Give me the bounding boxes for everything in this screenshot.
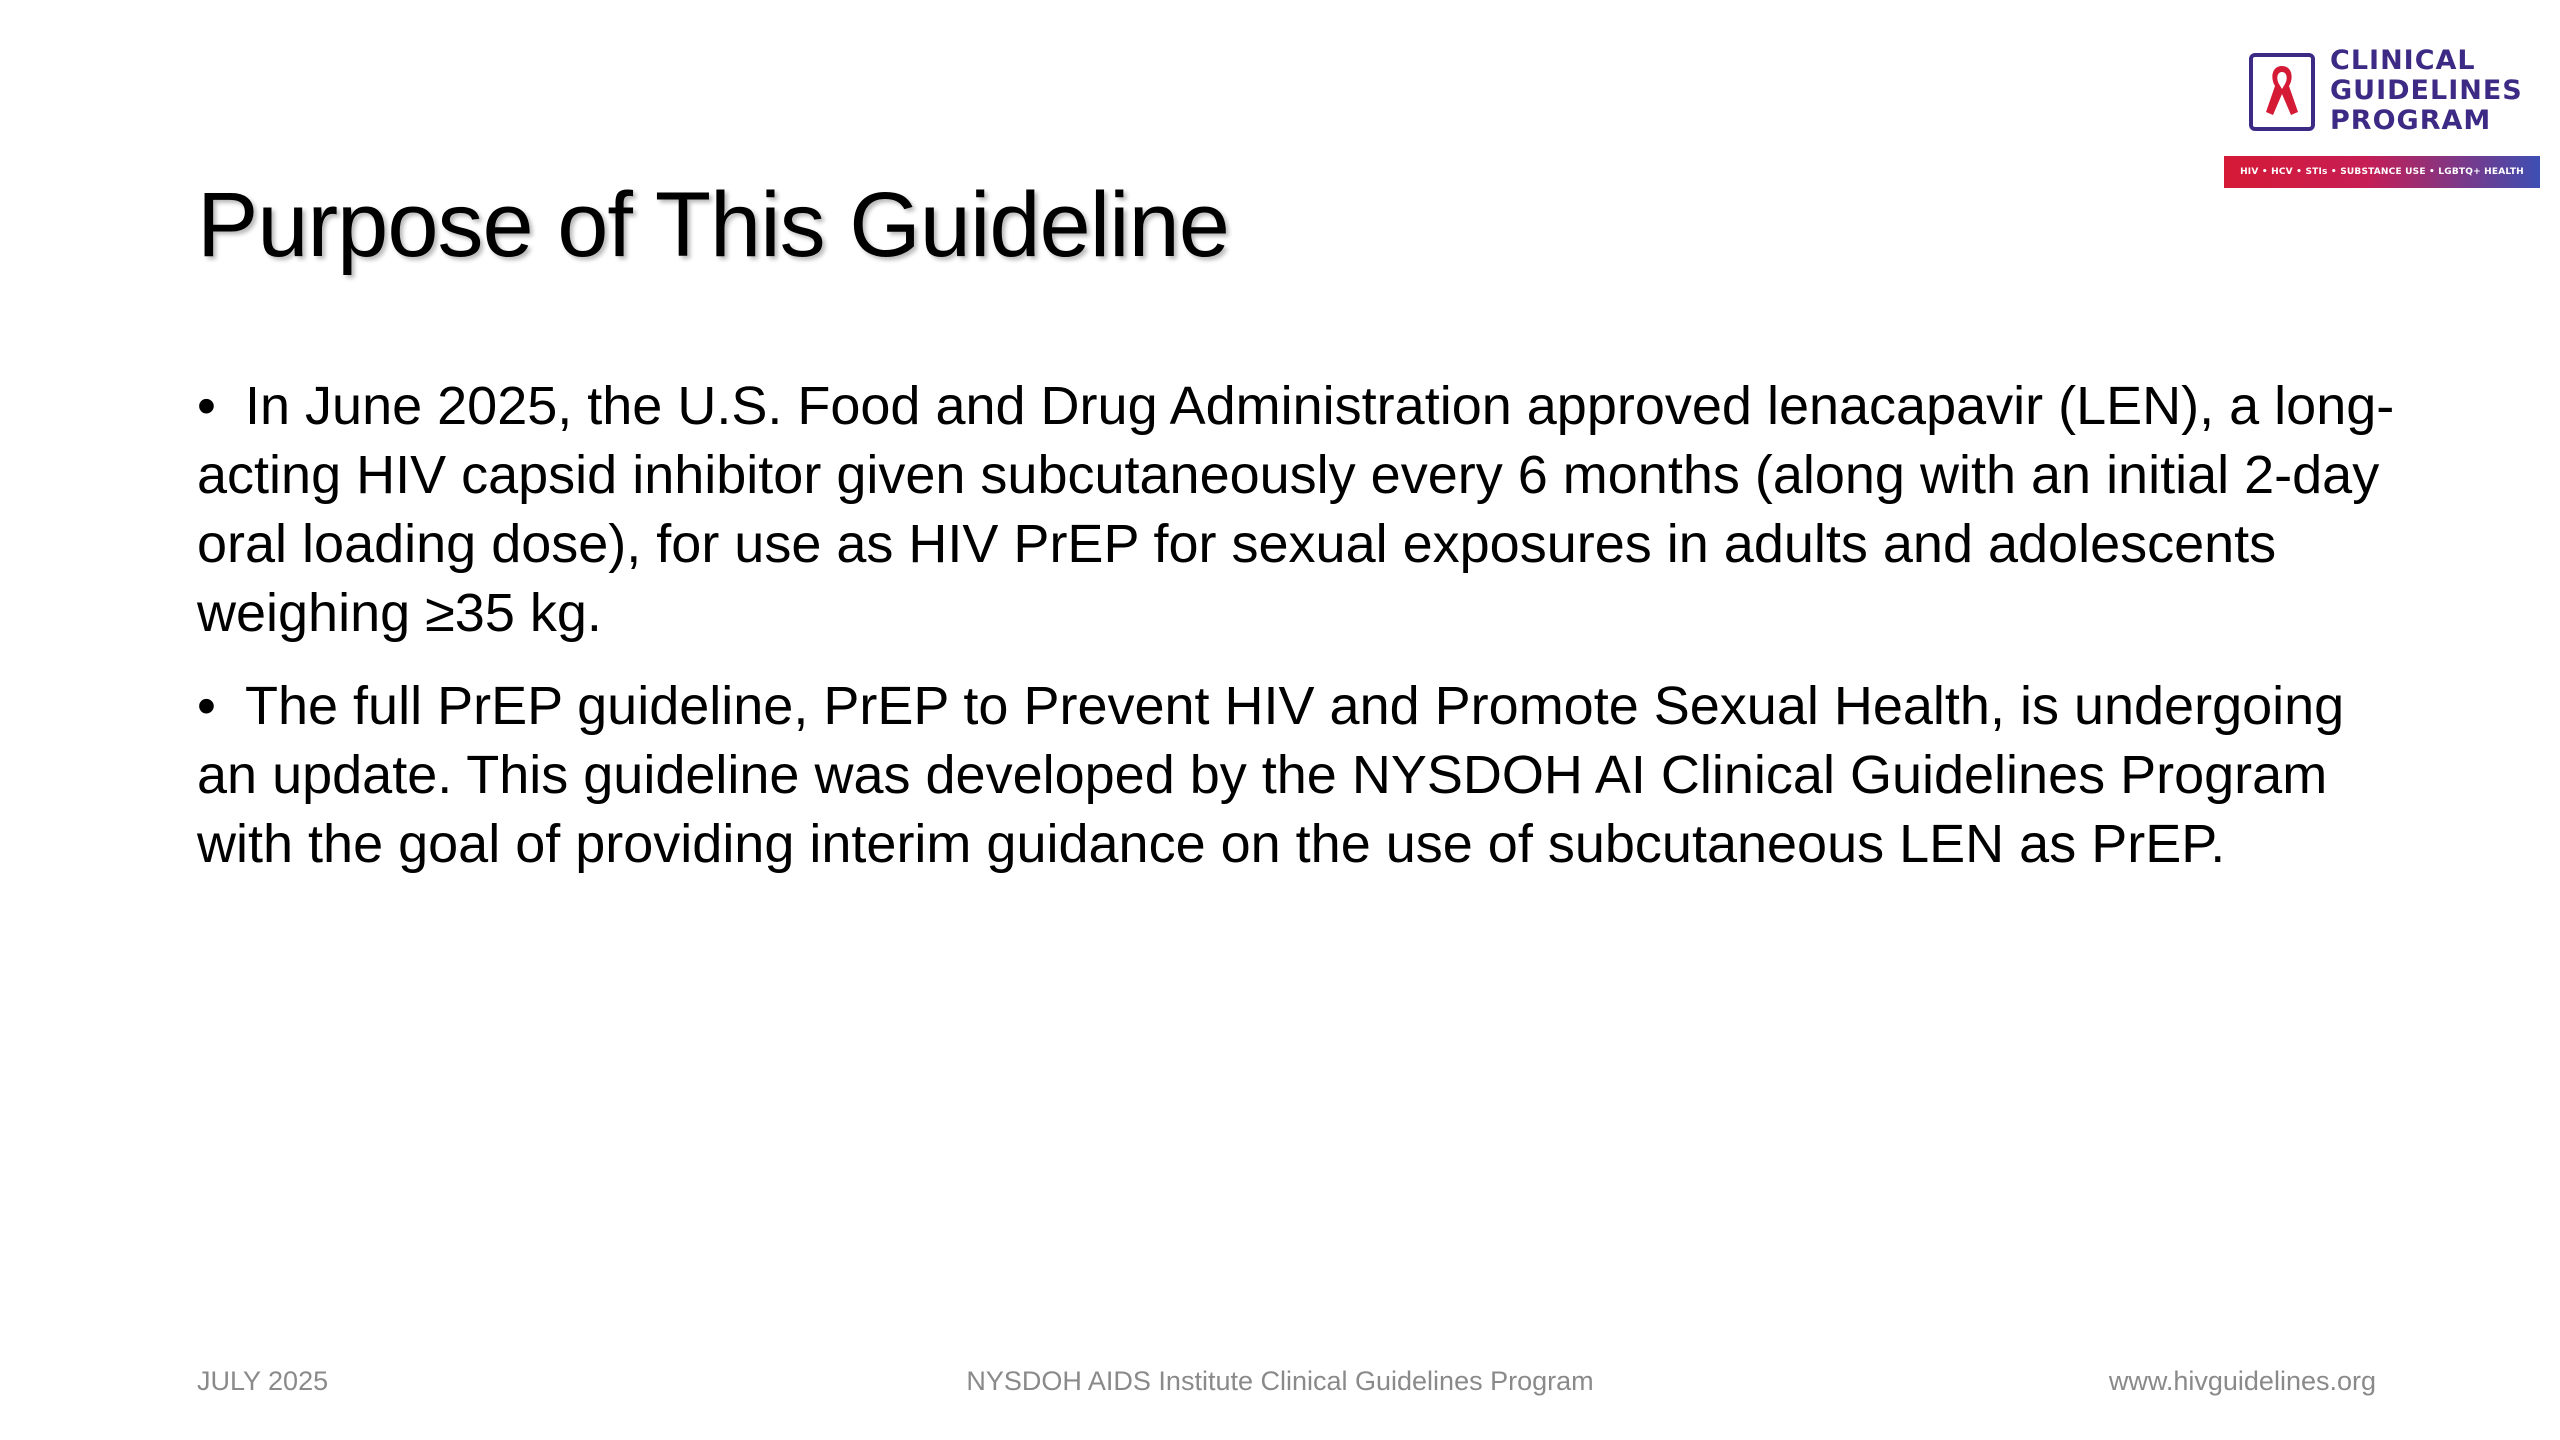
slide-title: Purpose of This Guideline (197, 174, 1229, 276)
logo-line-1: CLINICAL (2330, 45, 2476, 76)
clinical-guidelines-program-logo (2224, 46, 2540, 191)
bullet-icon: • (197, 676, 216, 736)
bullet-item (197, 672, 2397, 879)
red-ribbon-icon (2248, 52, 2316, 132)
footer-program: NYSDOH AIDS Institute Clinical Guidelines Program (966, 1366, 1594, 1396)
bullet-text: In June 2025, the U.S. Food and Drug Administration approved lenacapavir (LEN), a long-acting HIV capsid inhibitor given subcutaneously every 6 months (along with an initial 2-day oral loading dose), for use as HIV PrEP for sexual exposures in adults and adolescents weighing ≥35 kg. (197, 376, 2395, 643)
bullet-item (197, 372, 2397, 648)
bullet-list (197, 372, 2397, 903)
footer-website: www.hivguidelines.org (2108, 1366, 2376, 1396)
logo-wordmark (2330, 46, 2523, 136)
footer-date: JULY 2025 (197, 1366, 329, 1396)
logo-tagline-band: HIV • HCV • STIs • SUBSTANCE USE • LGBTQ+ HEALTH (2224, 156, 2540, 188)
bullet-text: The full PrEP guideline, PrEP to Prevent HIV and Promote Sexual Health, is undergoing an update. This guideline was developed by the NYSDOH AI Clinical Guidelines Program with the goal of providing interim guidance on the use of subcutaneous LEN as PrEP. (197, 676, 2345, 874)
bullet-icon: • (197, 376, 216, 436)
logo-line-2: GUIDELINES (2330, 75, 2523, 106)
logo-line-3: PROGRAM (2330, 105, 2492, 136)
